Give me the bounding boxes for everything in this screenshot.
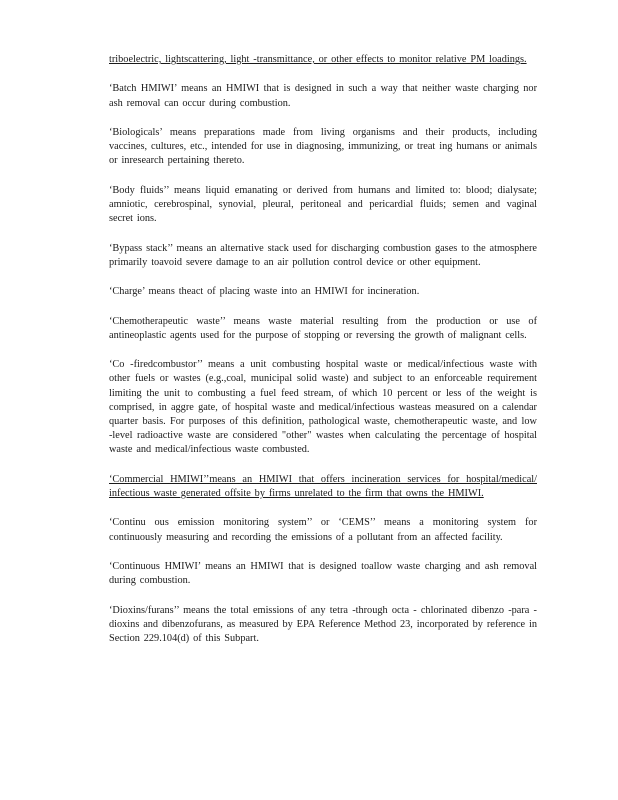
definition-body-fluids: ‘Body fluids’’ means liquid emanating or derived from humans and limited to: blood; dialysate; amniotic, cerebrospinal, synovial, pleural, peritoneal and pericardial fluids; semen and vaginal secret ions. — [109, 184, 537, 225]
definition-chemotherapeutic-waste: ‘Chemotherapeutic waste’’ means waste material resulting from the production or use of antineoplastic agents used for the purpose of stopping or reversing the growth of malignant cells. — [109, 315, 537, 341]
definition-charge: ‘Charge’ means theact of placing waste into an HMIWI for incineration. — [109, 286, 420, 298]
definition-continuous-hmiwi: ‘Continuous HMIWI’ means an HMIWI that is designed toallow waste charging and ash removal during combustion. — [109, 560, 537, 587]
definition-batch-hmiwi: ‘Batch HMIWI’ means an HMIWI that is designed in such a way that neither waste charging nor ash removal can occur during combustion. — [109, 83, 537, 109]
definitions-list — [109, 53, 537, 661]
definition-bypass-stack: ‘Bypass stack’’ means an alternative stack used for discharging combustion gases to the atmosphere primarily toavoid severe damage to an air pollution control device or other equipment. — [109, 242, 537, 268]
definition-dioxins-furans: ‘Dioxins/furans’’ means the total emissions of any tetra -through octa - chlorinated dibenzo -para -dioxins and dibenzofurans, as measured by EPA Reference Method 23, incorporated by reference in Section 229.104(d) of this Subpart. — [109, 604, 537, 644]
definition-cems: ‘Continu ous emission monitoring system’’ or ‘CEMS’’ means a monitoring system for continuously measuring and recording the emissions of a pollutant from an affected facility. — [109, 517, 537, 543]
definition-co-fired-combustor: ‘Co -firedcombustor’’ means a unit combusting hospital waste or medical/infectious waste with other fuels or wastes (e.g.,coal, municipal solid waste) and subject to an enforceable requirement limiting the unit to combusting a fuel feed stream, of which 10 percent or less of the weight is comprised, in aggre gate, of hospital waste and medical/infectious wasteas measured on a calendar quarter basis. For purposes of this definition, pathological waste, chemotherapeutic waste, and low -level radioactive waste are considered "other" wastes when calculating the percentage of hospital waste and medical/infectious waste combusted. — [109, 359, 537, 456]
definition-biologicals: ‘Biologicals’ means preparations made from living organisms and their products, including vaccines, cultures, etc., intended for use in diagnosing, immunizing, or treat ing humans or animals or inresearch pertaining thereto. — [109, 126, 537, 167]
definition-commercial-hmiwi: ‘Commercial HMIWI’’means an HMIWI that offers incineration services for hospital/medical/ infectious waste generated offsite by firms unrelated to the firm that owns the HMIWI. — [109, 473, 537, 499]
definition-pm-loadings-continuation: triboelectric, lightscattering, light -transmittance, or other effects to monitor relative PM loadings. — [109, 54, 527, 65]
